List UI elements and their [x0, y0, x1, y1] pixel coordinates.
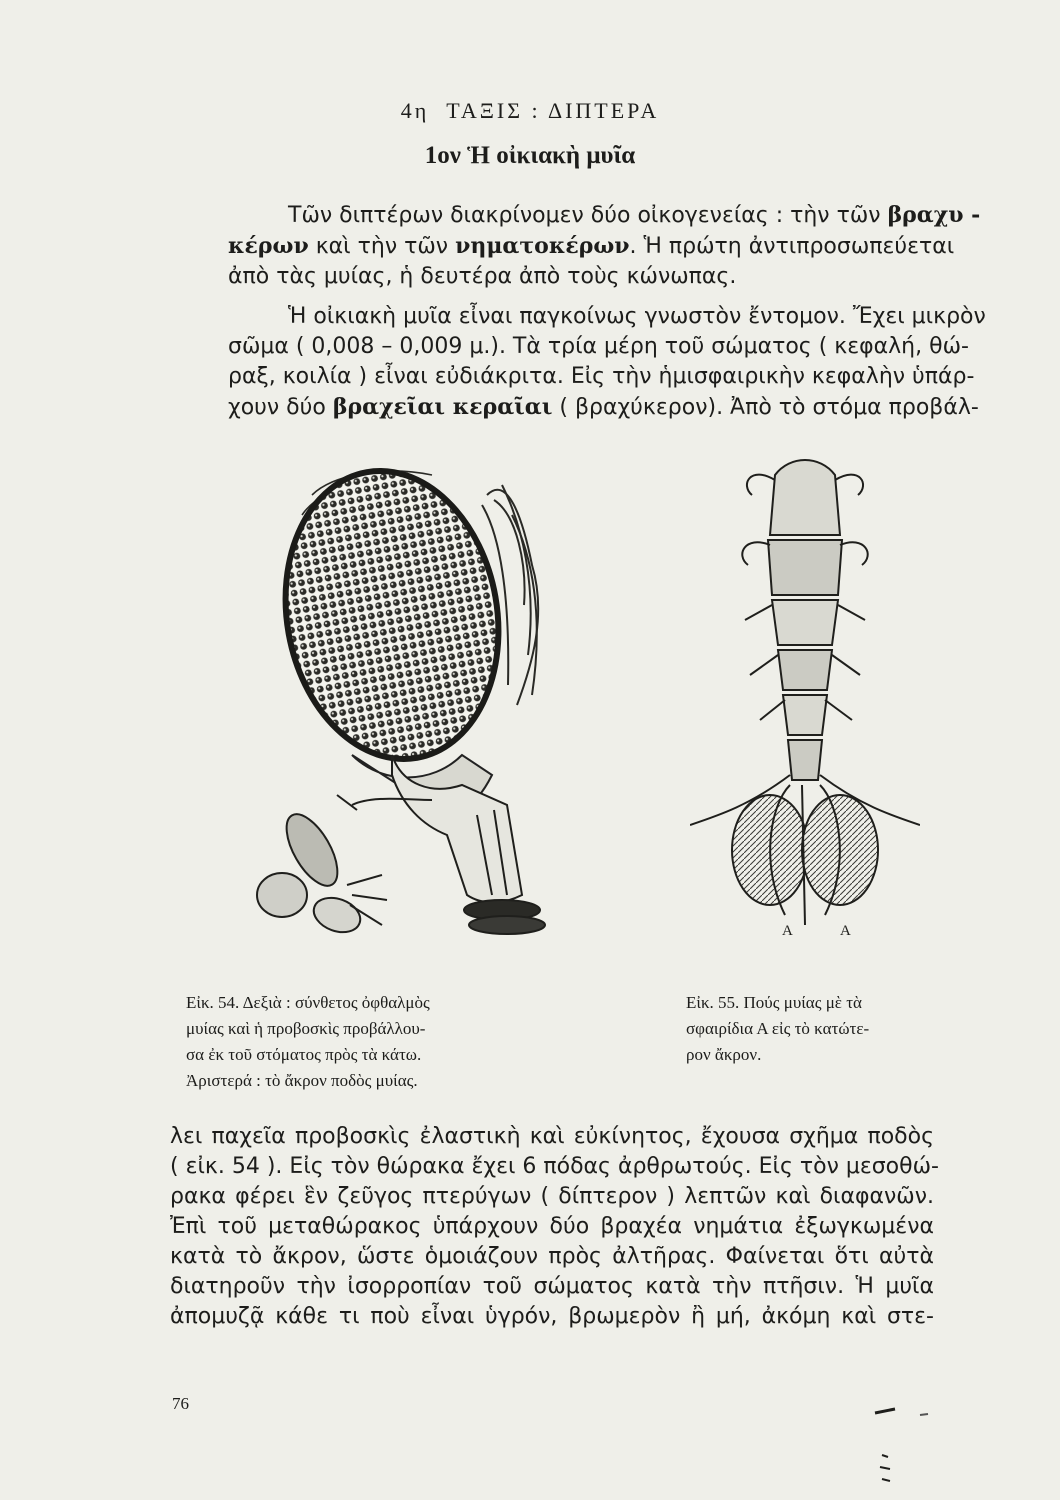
- paragraph-line: ( εἰκ. 54 ). Εἰς τὸν θώρακα ἔχει 6 πόδας ἀρθρωτούς. Εἰς τὸν μεσοθώ-: [170, 1154, 939, 1179]
- paragraph-line: [228, 392, 979, 423]
- paragraph-line: ρακα φέρει ἓν ζεῦγος πτερύγων ( δίπτερον ) λεπτῶν καὶ διαφανῶν.: [170, 1184, 934, 1209]
- text-span: Τῶν διπτέρων διακρίνομεν δύο οἰκογενείας : τὴν τῶν: [288, 203, 881, 228]
- bold-term: νηματοκέρων: [455, 233, 630, 259]
- caption-line: ρον ἄκρον.: [686, 1045, 762, 1064]
- paragraph-line: κατὰ τὸ ἄκρον, ὥστε ὁμοιάζουν πρὸς ἀλτῆρας. Φαίνεται ὅτι αὐτὰ: [170, 1244, 934, 1269]
- paragraph-line: [228, 231, 955, 262]
- paragraph-line: διατηροῦν τὴν ἰσορροπίαν τοῦ σώματος κατὰ τὴν πτῆσιν. Ἡ μυῖα: [170, 1274, 934, 1299]
- section-title: 1ον Ἡ οἰκιακὴ μυῖα: [424, 142, 636, 169]
- figure-54-illustration: [232, 455, 572, 975]
- figure-55-illustration: [690, 445, 920, 945]
- label-a-left: A: [782, 923, 793, 939]
- paragraph-families: [228, 200, 981, 292]
- chapter-heading: [0, 98, 1060, 124]
- figure-54-caption: [186, 990, 566, 1094]
- caption-line: σφαιρίδια Α εἰς τὸ κατώτε-: [686, 1019, 870, 1038]
- caption-line: σα ἐκ τοῦ στόματος πρὸς τὰ κάτω.: [186, 1045, 422, 1064]
- text-span: χουν δύο: [228, 395, 326, 420]
- pulvilli: [732, 785, 878, 925]
- chapter-title: ΤΑΞΙΣ : ΔΙΠΤΕΡΑ: [446, 98, 660, 123]
- figure-55-caption: [686, 990, 976, 1068]
- paragraph-line: λει παχεῖα προβοσκὶς ἐλαστικὴ καὶ εὐκίνητος, ἔχουσα σχῆμα ποδὸς: [170, 1124, 934, 1149]
- page-number: 76: [172, 1394, 189, 1413]
- chapter-number: 4η: [400, 98, 430, 123]
- bold-term: κέρων: [228, 233, 309, 259]
- compound-eye: [263, 455, 520, 776]
- text-span: ( βραχύκερον). Ἀπὸ τὸ στόμα προβάλ-: [559, 395, 979, 420]
- paragraph-proboscis-wings: [170, 1122, 939, 1332]
- bold-term: βραχεῖαι κεραῖαι: [332, 394, 553, 420]
- paragraph-line: ἀπομυζᾷ κάθε τι ποὺ εἶναι ὑγρόν, βρωμερὸν ἢ μή, ἀκόμη καὶ στε-: [170, 1304, 934, 1329]
- paragraph-line: ἀπὸ τὰς μυίας, ἡ δευτέρα ἀπὸ τοὺς κώνωπας.: [228, 264, 737, 289]
- leg-segments: [768, 460, 842, 780]
- paragraph-line: ραξ, κοιλία ) εἶναι εὐδιάκριτα. Εἰς τὴν ἡμισφαιρικὴν κεφαλὴν ὑπάρ-: [228, 364, 975, 389]
- caption-line: μυίας καὶ ἡ προβοσκὶς προβάλλου-: [186, 1019, 426, 1038]
- label-a-right: A: [840, 923, 851, 939]
- caption-line: Ἀριστερά : τὸ ἄκρον ποδὸς μυίας.: [186, 1071, 418, 1090]
- caption-line: Εἰκ. 54. Δεξιὰ : σύνθετος ὀφθαλμὸς: [186, 993, 430, 1012]
- paragraph-description: [228, 302, 986, 423]
- paragraph-line: [228, 200, 981, 231]
- text-span: . Ἡ πρώτη ἀντιπροσωπεύεται: [629, 234, 955, 259]
- bold-term: βραχυ -: [887, 202, 981, 228]
- fly-foot: [257, 795, 432, 938]
- paragraph-line: Ἡ οἰκιακὴ μυῖα εἶναι παγκοίνως γνωστὸν ἔντομον. Ἔχει μικρὸν: [288, 304, 986, 329]
- text-span: καὶ τὴν τῶν: [315, 234, 449, 259]
- paragraph-line: Ἐπὶ τοῦ μεταθώρακος ὑπάρχουν δύο βραχέα νημάτια ἐξωγκωμένα: [170, 1214, 934, 1239]
- paragraph-line: σῶμα ( 0,008 – 0,009 μ.). Τὰ τρία μέρη τοῦ σώματος ( κεφαλή, θώ-: [228, 334, 969, 359]
- scan-smudge-marks: [860, 1395, 980, 1495]
- caption-line: Εἰκ. 55. Πούς μυίας μὲ τὰ: [686, 993, 862, 1012]
